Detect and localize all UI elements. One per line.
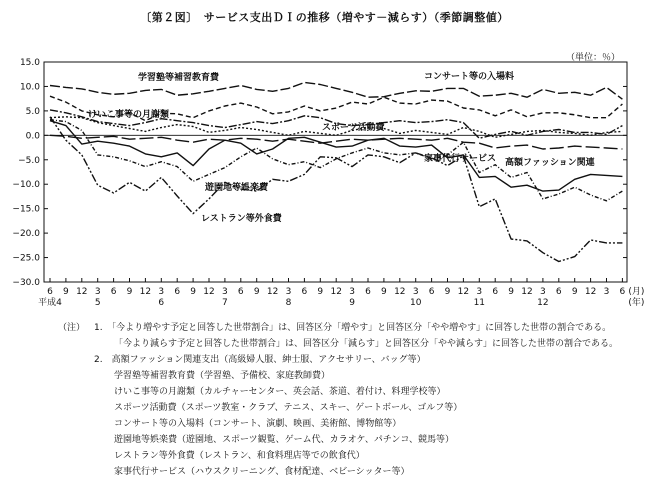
- x-tick-label: 6: [47, 287, 53, 297]
- x-tick-label: 6: [365, 287, 371, 297]
- x-tick-label: 9: [381, 287, 387, 297]
- x-tick-label: 3: [540, 287, 546, 297]
- x-tick-label: 12: [76, 287, 88, 297]
- plot-frame: [44, 62, 627, 282]
- note-2-item: レストラン等外食費（レストラン、和食料理店等での飲食代）: [114, 451, 365, 461]
- chart-title: 〔第２図〕 サービス支出ＤＩの推移（増やす－減らす）（季節調整値）: [140, 11, 509, 24]
- x-year-label: 11: [473, 298, 486, 308]
- x-year-label: 12: [537, 298, 549, 308]
- x-unit-year: (年): [628, 298, 645, 308]
- x-tick-label: 12: [266, 287, 279, 297]
- series-label: コンサート等の入場料: [424, 72, 515, 82]
- y-tick-label: −20.0: [12, 229, 40, 240]
- x-tick-label: 12: [521, 287, 533, 297]
- series-label: 遊園地等娯楽費: [205, 183, 269, 193]
- x-tick-label: 3: [603, 287, 610, 297]
- x-tick-label: 3: [285, 287, 292, 297]
- y-tick-label: 0.0: [25, 131, 40, 142]
- x-tick-label: 6: [237, 287, 244, 297]
- note-2-item: けいこ事等の月謝類（カルチャーセンター、英会話、茶道、着付け、料理学校等）: [114, 387, 446, 397]
- note-1: 1. 「今より増やす予定と回答した世帯割合」は、回答区分「増やす」と回答区分「やや増やす」に回答した世帯の割合である。: [94, 323, 612, 333]
- unit-label: （単位：％）: [566, 53, 621, 63]
- x-year-label: 5: [94, 298, 101, 308]
- y-tick-label: 15.0: [19, 58, 40, 68]
- x-tick-label: 6: [428, 287, 435, 297]
- x-tick-label: 9: [508, 287, 514, 297]
- x-tick-label: 9: [444, 287, 451, 297]
- x-tick-label: 3: [412, 287, 419, 297]
- x-tick-label: 12: [584, 287, 597, 297]
- x-tick-label: 6: [619, 287, 626, 297]
- y-tick-label: −10.0: [12, 180, 40, 191]
- note-2-item: 学習塾等補習教育費（学習塾、予備校、家庭教師費）: [114, 371, 331, 381]
- notes-prefix: （注）: [58, 323, 86, 333]
- x-tick-label: 9: [253, 287, 260, 297]
- y-tick-label: −5.0: [18, 155, 40, 166]
- x-tick-label: 3: [94, 287, 101, 297]
- x-tick-label: 9: [317, 287, 324, 297]
- x-tick-label: 12: [139, 287, 152, 297]
- x-tick-label: 12: [457, 287, 470, 297]
- x-tick-label: 6: [110, 287, 117, 297]
- x-tick-label: 3: [158, 287, 165, 297]
- note-2-item: コンサート等の入場料（コンサート、演劇、映画、美術館、博物館等）: [114, 419, 402, 429]
- x-year-label: 9: [349, 298, 355, 308]
- x-year-label: 7: [222, 298, 228, 308]
- series-label: スポーツ活動費: [322, 123, 385, 133]
- x-tick-label: 12: [394, 287, 406, 297]
- series-label: 学習塾等補習教育費: [138, 73, 220, 83]
- y-tick-label: −25.0: [12, 253, 40, 264]
- x-unit-month: (月): [628, 287, 645, 297]
- x-tick-label: 9: [63, 287, 69, 297]
- x-tick-label: 3: [222, 287, 228, 297]
- y-tick-label: −15.0: [12, 204, 40, 215]
- x-tick-label: 9: [190, 287, 196, 297]
- x-tick-label: 6: [555, 287, 562, 297]
- note-1b: 「今より減らす予定と回答した世帯割合」は、回答区分「減らす」と回答区分「やや減らす」に回答した世帯の割合である。: [114, 339, 619, 349]
- series-label: けいこ事等の月謝類: [88, 110, 170, 120]
- series-label: 高額ファッション関連: [505, 158, 595, 168]
- x-tick-label: 3: [476, 287, 483, 297]
- series-label: レストラン等外食費: [201, 214, 282, 224]
- series-label: 家事代行サービス: [424, 154, 497, 164]
- axes: [12, 58, 644, 308]
- note-2-item: 遊園地等娯楽費（遊園地、スポーツ観覧、ゲーム代、カラオケ、パチンコ、競馬等）: [114, 435, 455, 445]
- y-tick-label: −30.0: [12, 278, 40, 288]
- x-tick-label: 12: [330, 287, 342, 297]
- note-2: 2. 高額ファッション関連支出（高級婦人服、紳士服、アクセサリー、バッグ等）: [94, 355, 426, 365]
- x-year-label: 8: [285, 298, 292, 308]
- y-tick-label: 10.0: [19, 82, 40, 93]
- x-year-label: 10: [409, 298, 422, 308]
- x-year-label: 6: [158, 298, 165, 308]
- x-tick-label: 9: [571, 287, 578, 297]
- x-tick-label: 12: [203, 287, 215, 297]
- note-2-item: 家事代行サービス（ハウスクリーニング、食材配達、ベビーシッター等）: [114, 467, 410, 477]
- y-tick-label: 5.0: [25, 106, 40, 117]
- x-tick-label: 3: [349, 287, 355, 297]
- series-line-0: [50, 83, 622, 100]
- x-year-label: 平成4: [38, 298, 62, 308]
- x-tick-label: 6: [492, 287, 499, 297]
- x-tick-label: 9: [126, 287, 133, 297]
- note-2-item: スポーツ活動費（スポーツ教室・クラブ、テニス、スキー、ゲートボール、ゴルフ等）: [114, 403, 463, 413]
- x-tick-label: 6: [174, 287, 181, 297]
- x-tick-label: 6: [301, 287, 308, 297]
